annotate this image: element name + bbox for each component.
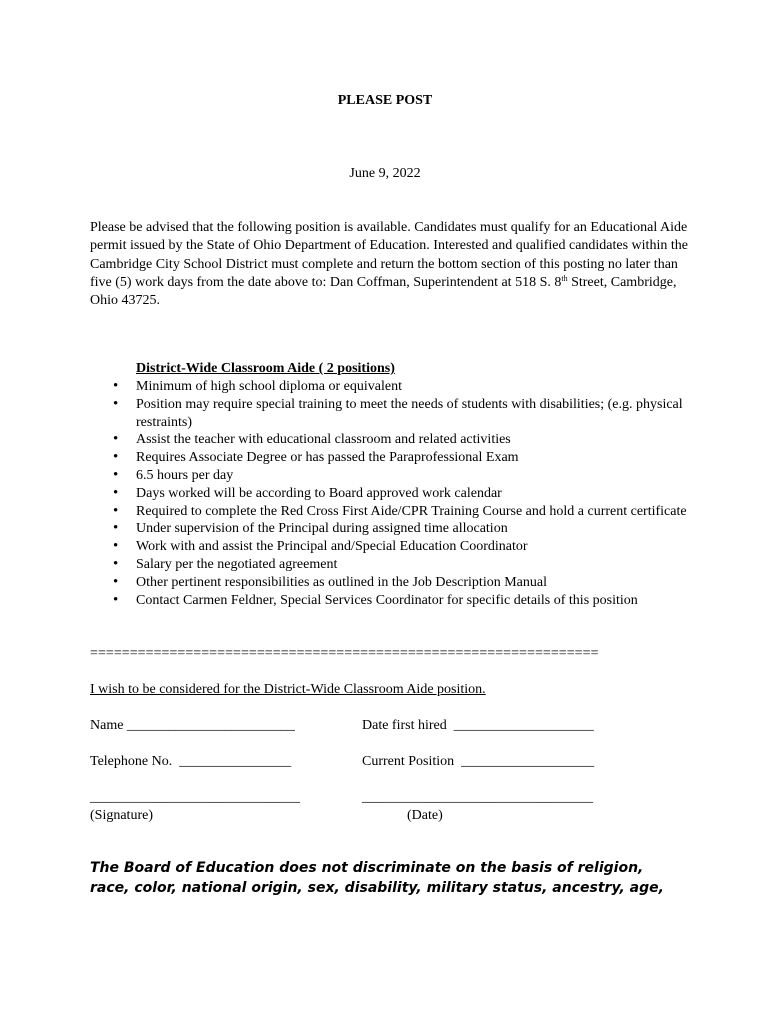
intro-paragraph <box>90 219 690 310</box>
list-item: • Minimum of high school diploma or equivalent <box>136 378 716 396</box>
list-item: • Assist the teacher with educational classroom and related activities <box>136 431 716 449</box>
list-item: • Under supervision of the Principal during assigned time allocation <box>136 520 716 538</box>
telephone-field[interactable]: Telephone No. ________________ <box>90 754 292 769</box>
list-item: • Work with and assist the Principal and/Special Education Coordinator <box>136 538 716 556</box>
nondiscrimination-notice <box>90 858 690 898</box>
list-item: • 6.5 hours per day <box>136 467 716 485</box>
intro-text-part1: Please be advised that the following position is available. Candidates must qualify for an Educational Aide permit issued by the State of Ohio Department of Education. Interested and qualified candidates within the Cambridge City School District must complete and return the bottom section of this posting no later than five (5) work days from the date above to: Dan Coffman, Superintendent at 518 S. 8 <box>90 220 688 290</box>
name-field[interactable]: Name ________________________ <box>90 718 295 733</box>
posting-date: June 9, 2022 <box>349 166 421 181</box>
section-divider: ================================================================ <box>90 646 599 661</box>
signature-label: (Signature) <box>90 808 153 823</box>
list-item: • Days worked will be according to Board approved work calendar <box>136 485 716 503</box>
intro-text-part2: Street, Cambridge, Ohio 43725. <box>90 274 677 309</box>
notice-line-1: The Board of Education does not discriminate on the basis of religion, <box>90 860 644 876</box>
consideration-statement: I wish to be considered for the District-Wide Classroom Aide position. <box>90 682 486 697</box>
list-item: • Contact Carmen Feldner, Special Services Coordinator for specific details of this position <box>136 592 716 610</box>
signature-line[interactable]: ______________________________ <box>90 790 300 805</box>
date-line[interactable]: _________________________________ <box>362 790 593 805</box>
duties-list <box>136 378 716 609</box>
list-item: • Required to complete the Red Cross First Aide/CPR Training Course and hold a current certificate <box>136 503 716 521</box>
list-item: • Other pertinent responsibilities as outlined in the Job Description Manual <box>136 574 716 592</box>
position-title: District-Wide Classroom Aide ( 2 positions) <box>136 361 395 376</box>
list-item: • Requires Associate Degree or has passed the Paraprofessional Exam <box>136 449 716 467</box>
list-item: • Position may require special training to meet the needs of students with disabilities; (e.g. physical restraints) <box>136 396 716 432</box>
current-position-field[interactable]: Current Position ___________________ <box>362 754 595 769</box>
notice-line-2: race, color, national origin, sex, disability, military status, ancestry, age, <box>90 880 664 896</box>
date-label: (Date) <box>407 808 443 823</box>
date-first-hired-field[interactable]: Date first hired ____________________ <box>362 718 594 733</box>
list-item: • Salary per the negotiated agreement <box>136 556 716 574</box>
page-title: PLEASE POST <box>337 93 433 108</box>
intro-ordinal-suffix: th <box>561 273 568 283</box>
